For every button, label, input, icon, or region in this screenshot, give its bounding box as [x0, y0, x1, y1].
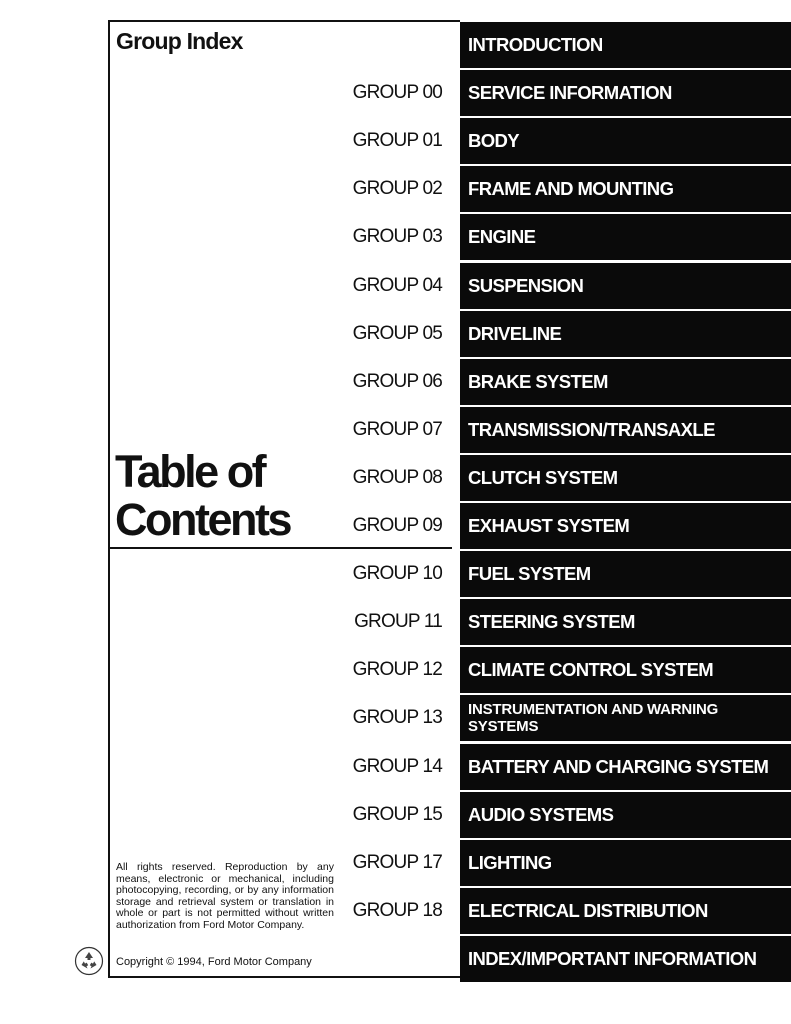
index-row: [300, 599, 791, 645]
copyright-notice: All rights reserved. Reproduction by any means, electronic or mechanical, including photocopying, recording, or by any information storage and retrieval system or translation in whole or part is not permitted without written authorization from Ford Motor Company.: [116, 861, 334, 931]
index-row: [300, 311, 791, 357]
section-link[interactable]: ENGINE: [460, 214, 791, 260]
index-row: [300, 695, 791, 741]
group-number-label: GROUP 17: [352, 851, 442, 873]
group-number-label: GROUP 08: [352, 466, 442, 488]
index-row: [300, 744, 791, 790]
index-row: [300, 407, 791, 453]
group-index-title: Group Index: [116, 28, 243, 54]
section-link[interactable]: INDEX/IMPORTANT INFORMATION: [460, 936, 791, 982]
group-number-label: GROUP 06: [352, 370, 442, 392]
group-number-label: GROUP 09: [352, 515, 442, 536]
index-row: [300, 647, 791, 693]
section-link[interactable]: LIGHTING: [460, 840, 791, 886]
index-row: [300, 792, 791, 838]
index-row: [300, 455, 791, 501]
index-row: [300, 70, 791, 116]
frame-left-border: [108, 20, 110, 978]
section-link[interactable]: SERVICE INFORMATION: [460, 70, 791, 116]
section-link[interactable]: BATTERY AND CHARGING SYSTEM: [460, 744, 791, 790]
group-number-label: GROUP 13: [352, 707, 442, 729]
group-number-label: GROUP 18: [352, 899, 442, 921]
section-link[interactable]: INSTRUMENTATION AND WARNING SYSTEMS: [460, 695, 791, 741]
group-number-label: GROUP 02: [352, 178, 442, 200]
index-row: [300, 503, 791, 549]
index-row: [300, 22, 791, 68]
index-row: [300, 214, 791, 260]
index-row: [300, 118, 791, 164]
index-row: [300, 166, 791, 212]
section-link[interactable]: STEERING SYSTEM: [460, 599, 791, 645]
index-row: [300, 840, 791, 886]
section-link[interactable]: TRANSMISSION/TRANSAXLE: [460, 407, 791, 453]
section-link[interactable]: CLUTCH SYSTEM: [460, 455, 791, 501]
group-number-label: GROUP 12: [352, 659, 442, 681]
group-number-label: GROUP 05: [352, 322, 442, 344]
index-row: [300, 263, 791, 309]
group-number-label: GROUP 15: [352, 803, 442, 825]
section-link[interactable]: AUDIO SYSTEMS: [460, 792, 791, 838]
group-number-label: GROUP 03: [352, 226, 442, 248]
group-number-label: GROUP 14: [352, 755, 442, 777]
section-link[interactable]: SUSPENSION: [460, 263, 791, 309]
section-link[interactable]: INTRODUCTION: [460, 22, 791, 68]
recycle-icon: [74, 946, 104, 976]
section-link[interactable]: FRAME AND MOUNTING: [460, 166, 791, 212]
group-number-label: GROUP 11: [354, 611, 442, 633]
index-row: [300, 888, 791, 934]
index-row: [300, 359, 791, 405]
section-link[interactable]: FUEL SYSTEM: [460, 551, 791, 597]
section-link[interactable]: BRAKE SYSTEM: [460, 359, 791, 405]
copyright-line: Copyright © 1994, Ford Motor Company: [116, 956, 312, 968]
group-number-label: GROUP 00: [352, 82, 442, 104]
section-link[interactable]: BODY: [460, 118, 791, 164]
group-number-label: GROUP 07: [352, 418, 442, 440]
group-number-label: GROUP 04: [352, 274, 442, 296]
section-link[interactable]: CLIMATE CONTROL SYSTEM: [460, 647, 791, 693]
page-title: Table of Contents: [115, 446, 290, 545]
group-number-label: GROUP 01: [352, 130, 442, 152]
group-number-label: GROUP 10: [352, 563, 442, 585]
section-link[interactable]: EXHAUST SYSTEM: [460, 503, 791, 549]
index-row: [300, 936, 791, 982]
section-link[interactable]: ELECTRICAL DISTRIBUTION: [460, 888, 791, 934]
section-link[interactable]: DRIVELINE: [460, 311, 791, 357]
index-row: [300, 551, 791, 597]
